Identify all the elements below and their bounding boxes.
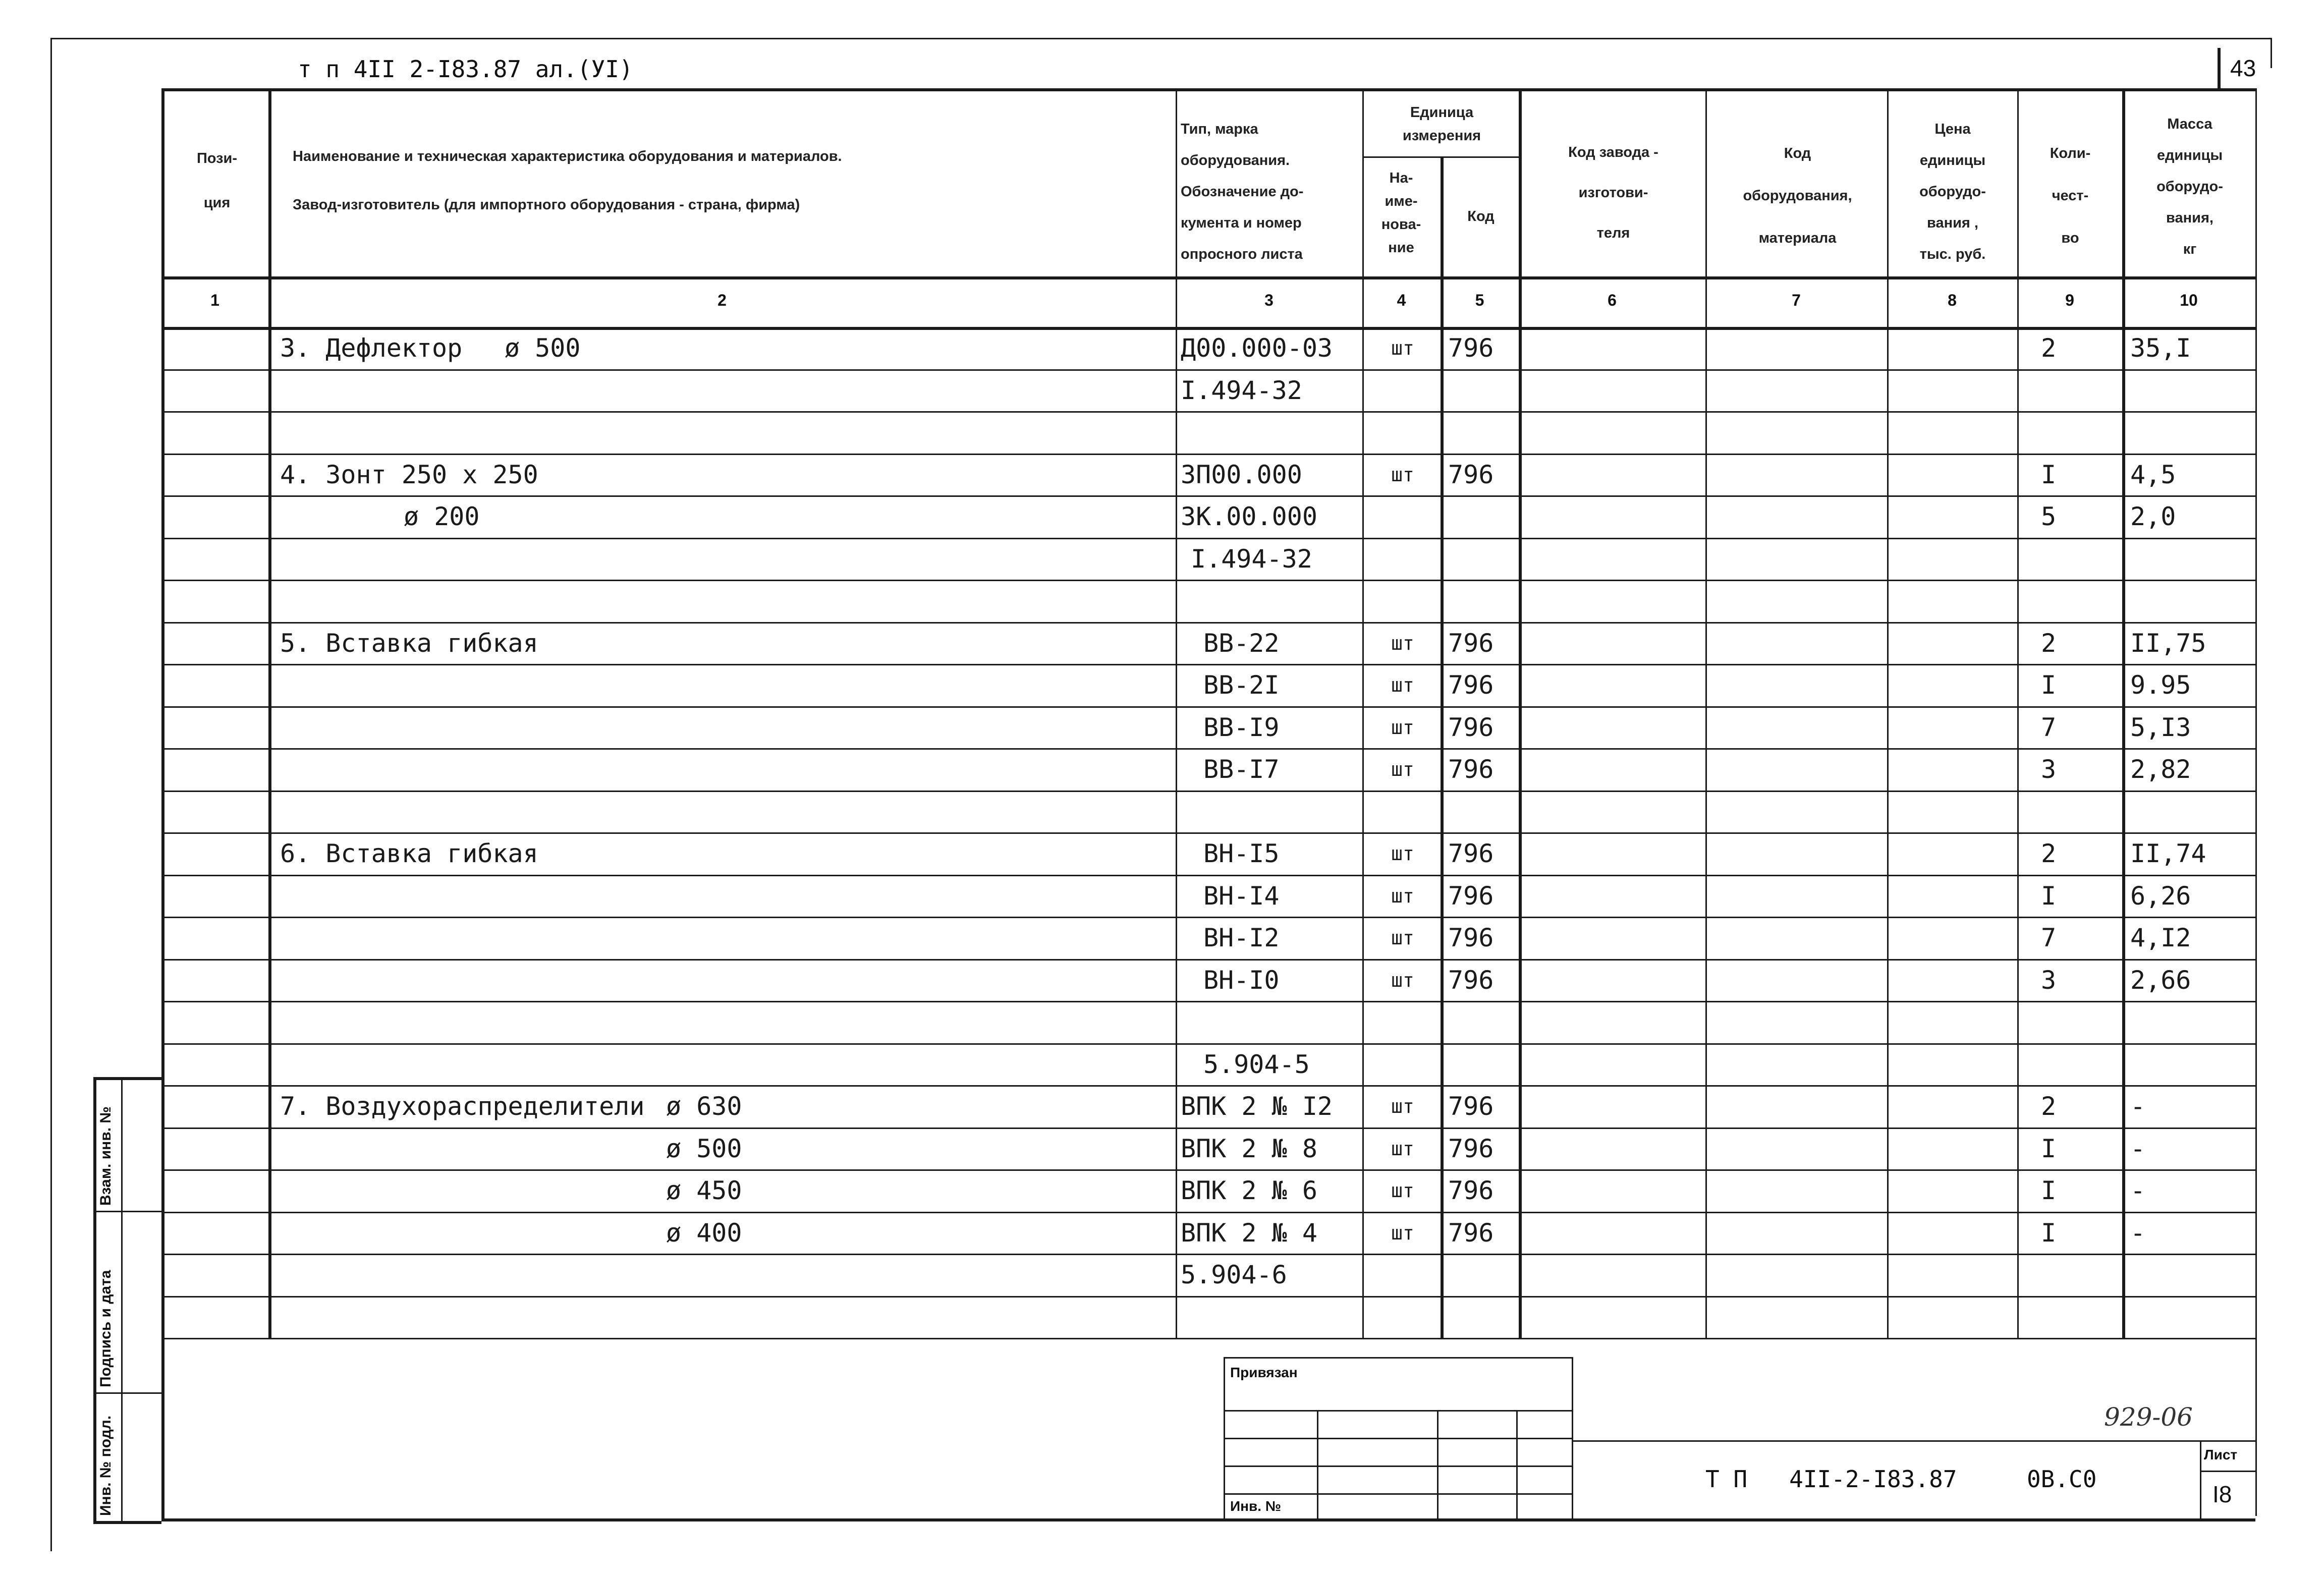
cell-code: 796	[1448, 923, 1494, 952]
colnum-8: 8	[1948, 291, 1957, 309]
cell-name: 3. Дефлектор	[280, 333, 463, 363]
cell-type: Д00.000-03	[1181, 333, 1333, 363]
cell-type: I.494-32	[1181, 375, 1302, 405]
outer-right-border	[2271, 38, 2272, 68]
cell-type: ВН-I4	[1203, 881, 1280, 911]
col-header-equipment-code: Код оборудования, материала	[1743, 145, 1852, 246]
outer-left-border	[50, 38, 52, 1551]
colnum-1: 1	[210, 291, 219, 309]
cell-mass: 9.95	[2130, 670, 2191, 700]
row-divider	[161, 1169, 2255, 1171]
cell-dia: ø 400	[666, 1218, 742, 1248]
col-header-plant-code: Код завода - изготови- теля	[1568, 144, 1658, 241]
cell-qty: 3	[2040, 755, 2057, 784]
cell-unit: шт	[1391, 1095, 1414, 1117]
stamp-privyazan: Привязан	[1230, 1365, 1298, 1380]
cell-unit: шт	[1391, 463, 1414, 486]
colnum-7: 7	[1792, 291, 1801, 309]
col-divider-6	[1705, 88, 1707, 1339]
cell-type: ЗК.00.000	[1181, 502, 1317, 531]
row-divider	[161, 454, 2255, 455]
row-divider	[161, 1001, 2255, 1002]
cell-type: ВН-I2	[1203, 923, 1280, 952]
cell-unit: шт	[1391, 758, 1414, 780]
colnum-9: 9	[2065, 291, 2074, 309]
cell-code: 796	[1448, 1218, 1494, 1248]
list-number: I8	[2212, 1481, 2232, 1507]
list-label: Лист	[2204, 1447, 2238, 1462]
table-right-border	[2255, 88, 2257, 1516]
cell-code: 796	[1448, 881, 1494, 911]
cell-unit: шт	[1391, 927, 1414, 949]
cell-name: 5. Вставка гибкая	[280, 628, 538, 658]
row-divider	[161, 1338, 2255, 1339]
stamp-line-3	[1224, 1465, 1572, 1467]
cell-mass: -	[2130, 1092, 2146, 1121]
side-strip-top	[93, 1077, 161, 1080]
row-divider	[161, 580, 2255, 581]
row-divider	[161, 706, 2255, 708]
side-label-inv-podl: Инв. № подл.	[97, 1415, 114, 1516]
row-divider	[161, 1296, 2255, 1298]
row-divider	[161, 1254, 2255, 1255]
cell-mass: II,75	[2130, 628, 2206, 658]
cell-qty: 5	[2040, 502, 2057, 531]
colnum-10: 10	[2180, 291, 2198, 309]
row-divider	[161, 369, 2255, 371]
cell-type: I.494-32	[1191, 544, 1312, 574]
cell-code: 796	[1448, 1134, 1494, 1163]
row-divider	[161, 411, 2255, 413]
cell-dia: ø 450	[666, 1176, 742, 1205]
cell-mass: -	[2130, 1176, 2146, 1205]
table-bottom-border	[161, 1518, 2255, 1521]
cell-dia: ø 630	[666, 1092, 742, 1121]
side-strip-divider-2	[93, 1392, 161, 1394]
cell-type: ВПК 2 № 8	[1181, 1134, 1317, 1163]
cell-mass: 35,I	[2130, 333, 2191, 363]
cell-type: ВВ-I9	[1203, 712, 1280, 742]
stamp-col-1	[1317, 1410, 1318, 1521]
cell-dia: ø 500	[666, 1134, 742, 1163]
cell-qty: I	[2040, 460, 2057, 489]
cell-mass: -	[2130, 1218, 2146, 1248]
cell-code: 796	[1448, 839, 1494, 868]
stamp-col-3	[1516, 1410, 1518, 1521]
side-strip-left	[93, 1077, 96, 1521]
row-divider	[161, 1085, 2255, 1087]
cell-mass: 2,66	[2130, 965, 2191, 995]
table-top-border	[161, 88, 2255, 91]
unit-group-divider	[1362, 156, 1519, 158]
cell-dia: ø 500	[505, 333, 581, 363]
colnum-2: 2	[717, 291, 727, 309]
cell-code: 796	[1448, 628, 1494, 658]
stamp-top	[1224, 1357, 1572, 1359]
cell-type: ВВ-2I	[1203, 670, 1280, 700]
outer-top-border	[50, 38, 2271, 39]
handwritten-number: 929-06	[2104, 1402, 2193, 1432]
cell-qty: I	[2040, 881, 2057, 911]
cell-mass: 2,82	[2130, 755, 2191, 784]
row-divider	[161, 832, 2255, 834]
cell-qty: 2	[2040, 628, 2057, 658]
col-divider-7	[1887, 88, 1889, 1339]
col-header-mass: Масса единицы оборудо- вания, кг	[2156, 116, 2223, 257]
cell-qty: I	[2040, 1134, 2057, 1163]
cell-unit: шт	[1391, 1137, 1414, 1160]
list-box-divider	[2200, 1471, 2255, 1472]
stamp-line-4	[1224, 1493, 1572, 1495]
cell-name: 6. Вставка гибкая	[280, 839, 538, 868]
col-header-unit-name: На- име- нова- ние	[1381, 170, 1421, 256]
stamp-col-2	[1437, 1410, 1438, 1521]
row-divider	[161, 1127, 2255, 1129]
cell-qty: 2	[2040, 839, 2057, 868]
cell-type: 5.904-6	[1181, 1260, 1287, 1289]
cell-name: 7. Воздухораспределители	[280, 1092, 645, 1121]
cell-unit: шт	[1391, 842, 1414, 865]
col-header-unit-code: Код	[1467, 208, 1495, 224]
cell-qty: 7	[2040, 923, 2057, 952]
cell-mass: 2,0	[2130, 502, 2176, 531]
row-divider	[161, 875, 2255, 876]
cell-qty: 7	[2040, 712, 2057, 742]
col-divider-3	[1362, 88, 1364, 1339]
cell-code: 796	[1448, 712, 1494, 742]
title-block-top	[1572, 1440, 2255, 1442]
page-number-box-divider	[2218, 48, 2221, 91]
cell-code: 796	[1448, 755, 1494, 784]
cell-unit: шт	[1391, 1221, 1414, 1244]
cell-type: ВПК 2 № 4	[1181, 1218, 1317, 1248]
cell-code: 796	[1448, 965, 1494, 995]
cell-code: 796	[1448, 333, 1494, 363]
col-header-name: Наименование и техническая характеристика оборудования и материалов. Завод-изготовитель (для импортного оборудования - страна, фирма)	[293, 148, 842, 213]
colnum-5: 5	[1475, 291, 1484, 309]
row-divider	[161, 917, 2255, 918]
cell-type: ВН-I5	[1203, 839, 1280, 868]
page-number: 43	[2230, 55, 2256, 81]
cell-qty: 3	[2040, 965, 2057, 995]
cell-type: 5.904-5	[1203, 1049, 1310, 1079]
cell-mass: 4,I2	[2130, 923, 2191, 952]
side-label-vzam: Взам. инв. №	[97, 1106, 114, 1206]
col-divider-5	[1519, 88, 1522, 1339]
row-divider	[161, 538, 2255, 539]
colnum-3: 3	[1264, 291, 1274, 309]
row-divider	[161, 748, 2255, 750]
cell-unit: шт	[1391, 674, 1414, 696]
col-divider-9	[2122, 88, 2125, 1339]
cell-type: ВВ-I7	[1203, 755, 1280, 784]
title-block-doc-title: Т П 4II-2-I83.87 0В.С0	[1705, 1465, 2097, 1493]
row-divider	[161, 664, 2255, 665]
colnum-6: 6	[1608, 291, 1617, 309]
cell-mass: 4,5	[2130, 460, 2176, 489]
cell-mass: II,74	[2130, 839, 2206, 868]
cell-type: ВПК 2 № 6	[1181, 1176, 1317, 1205]
cell-unit: шт	[1391, 337, 1414, 359]
col-header-type: Тип, марка оборудования. Обозначение до- кумента и номер опросного листа	[1181, 121, 1304, 262]
col-divider-8	[2017, 88, 2019, 1339]
cell-code: 796	[1448, 1092, 1494, 1121]
colnum-4: 4	[1397, 291, 1406, 309]
cell-qty: I	[2040, 1176, 2057, 1205]
side-strip-bottom	[93, 1521, 161, 1524]
cell-type: ВН-I0	[1203, 965, 1280, 995]
header-bottom-border	[161, 276, 2255, 279]
cell-type: ВПК 2 № I2	[1181, 1092, 1333, 1121]
colnum-bottom-border	[161, 327, 2255, 330]
row-divider	[161, 622, 2255, 624]
col-header-unit-group: Единица измерения	[1402, 104, 1481, 144]
doc-code-header: т п 4II 2-I83.87 ал.(УI)	[298, 55, 633, 83]
row-divider	[161, 959, 2255, 961]
row-divider	[161, 1043, 2255, 1045]
col-header-quantity: Коли- чест- во	[2050, 145, 2091, 246]
cell-qty: 2	[2040, 333, 2057, 363]
side-label-podpis: Подпись и дата	[97, 1270, 114, 1387]
col-divider-1	[268, 88, 271, 1339]
cell-mass: 5,I3	[2130, 712, 2191, 742]
col-header-position: Пози- ция	[196, 150, 238, 211]
row-divider	[161, 1212, 2255, 1213]
side-strip-divider-1	[93, 1211, 161, 1212]
list-box-left	[2200, 1440, 2201, 1521]
cell-mass: -	[2130, 1134, 2146, 1163]
stamp-line-1	[1224, 1410, 1572, 1412]
cell-code: 796	[1448, 460, 1494, 489]
cell-type: ВВ-22	[1203, 628, 1280, 658]
cell-code: 796	[1448, 670, 1494, 700]
row-divider	[161, 495, 2255, 497]
cell-unit: шт	[1391, 1179, 1414, 1202]
stamp-line-2	[1224, 1438, 1572, 1439]
side-strip-middle	[121, 1077, 123, 1521]
cell-qty: 2	[2040, 1092, 2057, 1121]
cell-unit: шт	[1391, 884, 1414, 907]
cell-qty: I	[2040, 1218, 2057, 1248]
cell-mass: 6,26	[2130, 881, 2191, 911]
col-divider-2	[1176, 88, 1177, 1339]
cell-type: ЗП00.000	[1181, 460, 1302, 489]
row-divider	[161, 791, 2255, 792]
cell-name: 4. Зонт 250 x 250	[280, 460, 538, 489]
cell-code: 796	[1448, 1176, 1494, 1205]
cell-qty: I	[2040, 670, 2057, 700]
col-header-price: Цена единицы оборудо- вания , тыс. руб.	[1919, 121, 1986, 262]
cell-dia: ø 200	[404, 502, 480, 531]
cell-unit: шт	[1391, 969, 1414, 991]
stamp-right	[1572, 1357, 1573, 1521]
cell-unit: шт	[1391, 632, 1414, 654]
stamp-inv-no: Инв. №	[1230, 1498, 1282, 1514]
cell-unit: шт	[1391, 716, 1414, 739]
